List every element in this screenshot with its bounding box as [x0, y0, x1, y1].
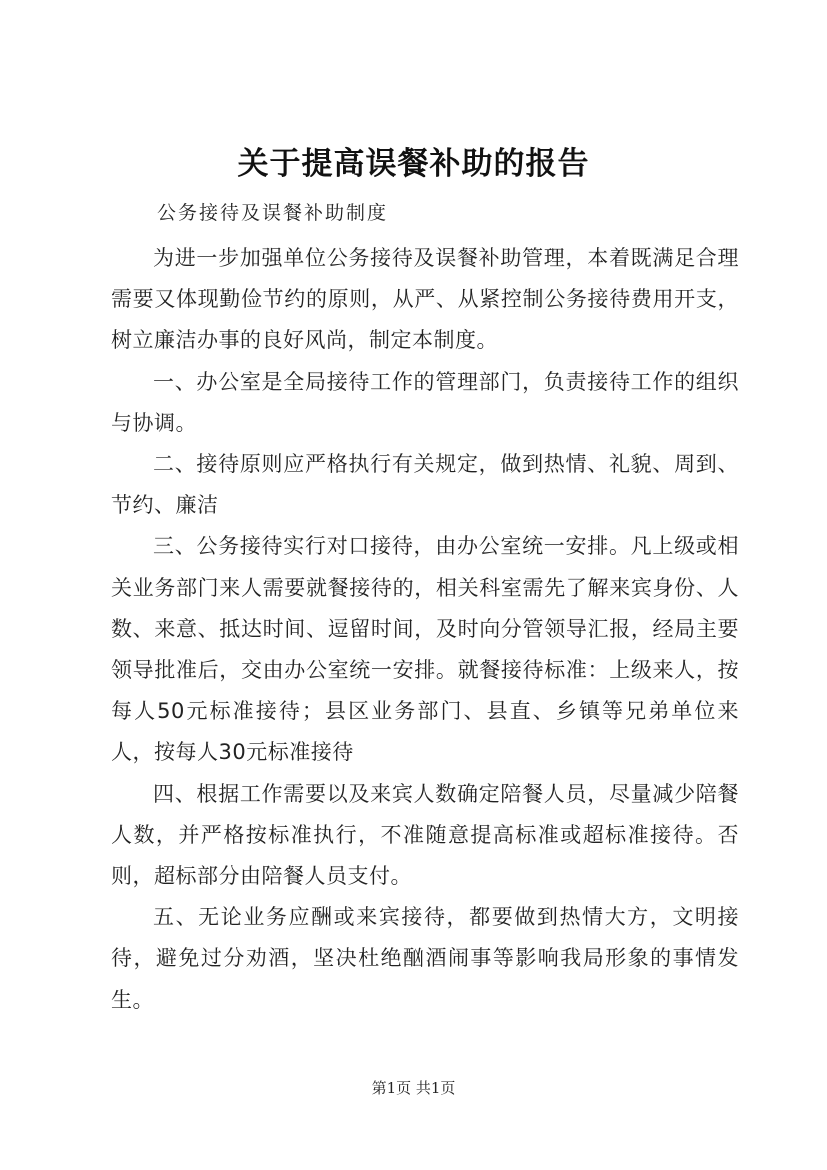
paragraph-item-3: 三、公务接待实行对口接待，由办公室统一安排。凡上级或相关业务部门来人需要就餐接待的，相关科室需先了解来宾身份、人数、来意、抵达时间、逗留时间，及时向分管领导汇报，经局主要领导批准后，交由办公室统一安排。就餐接待标准：上级来人，按每人50元标准接待；县区业务部门、县直、乡镇等兄弟单位来人，按每人30元标准接待: [111, 534, 739, 765]
paragraph-item-4: 四、根据工作需要以及来宾人数确定陪餐人员，尽量减少陪餐人数，并严格按标准执行，不准随意提高标准或超标准接待。否则，超标部分由陪餐人员支付。: [111, 781, 739, 889]
document-title: 关于提高误餐补助的报告: [237, 146, 590, 182]
page-number-footer: 第1页 共1页: [371, 1079, 456, 1097]
document-body: [111, 238, 739, 1021]
paragraph-intro: 为进一步加强单位公务接待及误餐补助管理，本着既满足合理需要又体现勤俭节约的原则，从严、从紧控制公务接待费用开支，树立廉洁办事的良好风尚，制定本制度。: [111, 246, 739, 353]
paragraph-item-2: 二、接待原则应严格执行有关规定，做到热情、礼貌、周到、节约、廉洁: [111, 452, 739, 518]
paragraph-item-5: 五、无论业务应酬或来宾接待，都要做到热情大方，文明接待，避免过分劝酒，坚决杜绝酗酒闹事等影响我局形象的事情发生。: [111, 905, 739, 1012]
paragraph-item-1: 一、办公室是全局接待工作的管理部门，负责接待工作的组织与协调。: [111, 369, 739, 435]
document-subtitle: 公务接待及误餐补助制度: [157, 202, 389, 224]
